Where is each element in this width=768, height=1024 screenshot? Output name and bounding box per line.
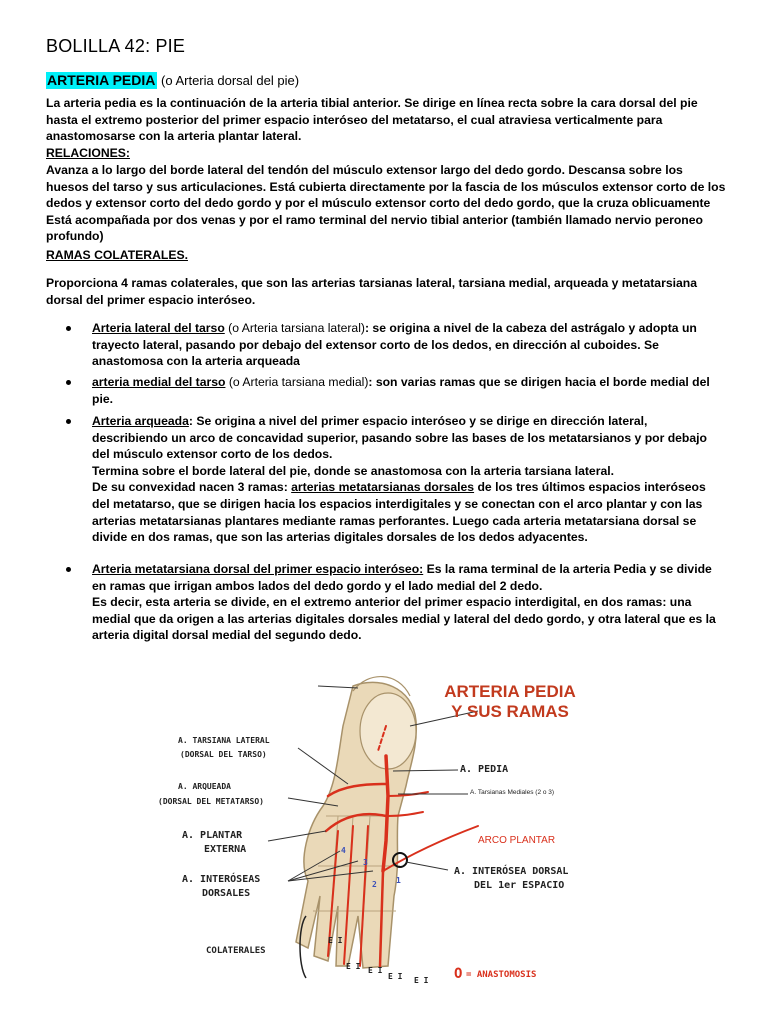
label-plantar-externa: A. PLANTAR [182, 830, 243, 841]
label-anastomosis: = ANASTOMOSIS [466, 970, 537, 980]
ramas-paragraph: Proporciona 4 ramas colaterales, que son las arterias tarsianas lateral, tarsiana medial, arqueada y metatarsiana dorsal del primer espacio interóseo. [46, 276, 697, 307]
bullet-term: arteria medial del tarso [92, 375, 226, 389]
label-interoseas-sub: DORSALES [202, 888, 251, 899]
label-tarsiana-lateral: A. TARSIANA LATERAL [178, 736, 270, 745]
heading-highlighted: ARTERIA PEDIA [47, 72, 156, 88]
list-item [66, 561, 716, 644]
bullet-text: De su convexidad nacen 3 ramas: [92, 480, 292, 495]
label-tarsianas-mediales: A. Tarsianas Mediales (2 o 3) [470, 789, 555, 796]
figure-title-line-1: ARTERIA PEDIA [444, 682, 576, 701]
label-num-2: 2 [372, 880, 377, 889]
list-item [66, 374, 716, 407]
anastomosis-symbol: O [454, 966, 463, 982]
bullet-term: Arteria arqueada [92, 414, 189, 428]
bullet-text: Es decir, esta arteria se divide, en el extremo anterior del primer espacio interdigital, en dos ramas: una medial que da origen a las arterias digitales dorsales medial y lateral del dedo gordo, y otra lateral que es la arteria digital dorsal medial del segundo dedo. [92, 595, 716, 643]
label-tarsiana-lateral-sub: (DORSAL DEL TARSO) [180, 750, 267, 759]
bullet-list [66, 320, 716, 370]
bullet-list [66, 413, 716, 546]
bullet-dot-icon [66, 326, 71, 331]
label-num-3: 3 [363, 858, 368, 867]
heading-subtitle: (o Arteria dorsal del pie) [161, 73, 300, 88]
figure-title-line-2: Y SUS RAMAS [451, 702, 569, 721]
bullet-paren: (o Arteria tarsiana lateral) [224, 321, 365, 335]
bullet-text: Termina sobre el borde lateral del pie, donde se anastomosa con la arteria tarsiana lateral. [92, 463, 614, 478]
label-ei-2: E I [346, 962, 361, 971]
label-interoseas: A. INTERÓSEAS [182, 874, 261, 885]
bullet-text: : se origina a nivel de la cabeza del astrágalo y adopta un trayecto lateral, pasando por debajo del extensor corto de los dedos, en dirección al cuboides. Se anastomosa con la arteria arqueada [92, 321, 697, 369]
bullet-list [66, 561, 716, 644]
bullet-text: de los tres últimos espacios interóseos del metatarso, que se dirigen hacia los espacios interdigitales y se conectan con el arco plantar y con las arterias metatarsianas plantares mediante ramas perforantes. Luego cada arteria metatarsiana dorsal se divide en dos ramas, que son las arterias digitales dorsales de los dedos adyacentes. [92, 480, 706, 545]
list-item [66, 413, 716, 546]
foot-bones [296, 677, 416, 968]
label-arqueada: A. ARQUEADA [178, 782, 231, 791]
label-ei-5: E I [414, 976, 429, 985]
label-ei-4: E I [388, 972, 403, 981]
bullet-dot-icon [66, 419, 71, 424]
bullet-dot-icon [66, 380, 71, 385]
bullet-text: : Se origina a nivel del primer espacio interóseo y se dirige en dirección lateral, describiendo un arco de concavidad superior, pasando sobre las bases de los metatarsianos y por debajo del músculo extensor corto de los dedos. [92, 414, 707, 462]
bullet-paren: (o Arteria tarsiana medial) [225, 375, 369, 389]
bullet-term: Arteria metatarsiana dorsal del primer espacio interóseo: [92, 562, 424, 576]
bullet-inline-term: arterias metatarsianas dorsales [291, 480, 475, 495]
section-heading [46, 72, 299, 88]
ramas-heading: RAMAS COLATERALES. [46, 248, 188, 262]
label-num-4: 4 [341, 846, 346, 855]
label-interosea-dorsal: A. INTERÓSEA DORSAL [454, 866, 569, 877]
label-num-1: 1 [396, 876, 401, 885]
label-ei-1: E I [328, 936, 343, 945]
bullet-text: Es la rama terminal de la arteria Pedia y se divide en ramas que irrigan ambos lados del dedo gordo y el lado medial del 2 dedo. [92, 562, 712, 593]
bullet-text: : son varias ramas que se dirigen hacia el borde medial del pie. [92, 375, 710, 406]
relaciones-heading: RELACIONES: [46, 146, 130, 160]
relaciones-paragraph: Avanza a lo largo del borde lateral del tendón del músculo extensor largo del dedo gordo. Descansa sobre los huesos del tarso y sus articulaciones. Está cubierta directamente por la fascia de los músculos extensor corto de los dedos y extensor corto del dedo gordo y por el músculo extensor corto del dedo gordo, que la cruza oblicuamente Está acompañada por dos venas y por el ramo terminal del nervio tibial anterior (también llamado nervio peroneo profundo) [46, 163, 726, 244]
bullet-list [66, 374, 716, 407]
label-interosea-dorsal-sub: DEL 1er ESPACIO [474, 880, 565, 891]
label-arqueada-sub: (DORSAL DEL METATARSO) [158, 797, 264, 806]
label-ei-3: E I [368, 966, 383, 975]
document-title: BOLILLA 42: PIE [46, 36, 186, 56]
intro-paragraph: La arteria pedia es la continuación de la arteria tibial anterior. Se dirige en línea recta sobre la cara dorsal del pie hasta el extremo posterior del primer espacio interóseo del metatarso, el cual atraviesa verticalmente para anastomosarse con la arteria plantar lateral. [46, 96, 698, 144]
bullet-dot-icon [66, 567, 71, 572]
list-item [66, 320, 716, 370]
bullet-term: Arteria lateral del tarso [92, 321, 225, 335]
label-pedia: A. PEDIA [460, 764, 509, 775]
label-arco-plantar: ARCO PLANTAR [478, 835, 556, 846]
label-plantar-externa-sub: EXTERNA [204, 844, 247, 855]
figure-title [420, 682, 600, 722]
anatomy-figure [148, 666, 618, 992]
label-colaterales: COLATERALES [206, 946, 266, 956]
